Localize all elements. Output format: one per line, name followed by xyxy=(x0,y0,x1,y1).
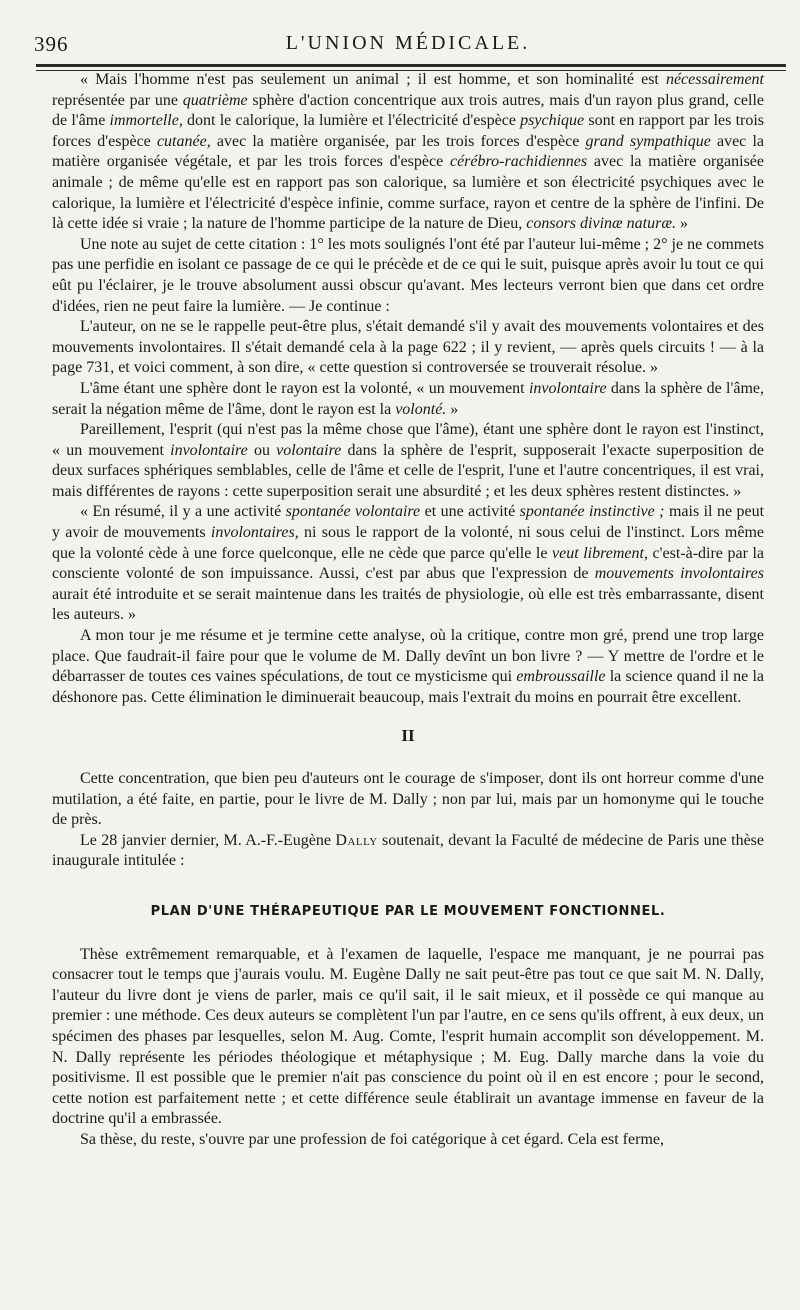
paragraph-movements: L'auteur, on ne se le rappelle peut-être plus, s'était demandé s'il y avait des mouvements volontaires et des mouvements involontaires. Il s'était demandé cela à la page 622 ; il y revient, — après quels circuits ! — à la page 731, et voici comment, à son dire, « cette question si controversée se trouverait résolue. » xyxy=(52,318,764,377)
paragraph-conclusion: A mon tour je me résume et je termine cette analyse, où la critique, contre mon gré, prend une trop large place. Que faudrait-il faire pour que le volume de M. Dally devînt un bon livre ? — Y mettre de l'ordre et le débarrasser de toutes ces vaines spéculations, de tout ce mysticisme qui embroussaille la science quand il ne la déshonore pas. Cette élimination le diminuerait beaucoup, mais l'extrait du moins en pourrait être excellent. xyxy=(52,627,764,706)
paragraph-concentration: Cette concentration, que bien peu d'auteurs ont le courage de s'imposer, dont ils ont horreur comme d'une mutilation, a été faite, en partie, pour le livre de M. Dally ; non par lui, mais par un homonyme qui le touche de près. xyxy=(52,770,764,829)
paragraph-spirit-sphere: Pareillement, l'esprit (qui n'est pas la même chose que l'âme), étant une sphère dont le rayon est l'instinct, « un mouvement involontaire ou volontaire dans la sphère de l'esprit, supposerait l'exacte superposition de deux surfaces sphériques semblables, celle de l'âme et celle de l'esprit, l'une et l'autre concentriques, il est vrai, mais différentes de rayons : cette superposition serait une absurdité ; et les deux sphères restent distinctes. » xyxy=(52,421,765,500)
running-head xyxy=(34,28,782,62)
paragraph-soul-sphere: L'âme étant une sphère dont le rayon est la volonté, « un mouvement involontaire dans la sphère de l'âme, serait la négation même de l'âme, dont le rayon est la volonté. » xyxy=(52,379,765,418)
paragraph-quote-hominality: « Mais l'homme n'est pas seulement un animal ; il est homme, et son hominalité est nécessairement représentée par une quatrième sphère d'action concentrique aux trois autres, mais d'un rayon plus grand, celle de l'âme immortelle, dont le calorique, la lumière et l'électricité d'espèce psychique sont en rapport par les trois forces d'espèce cutanée, avec la matière organisée, par les trois forces d'espèce grand sympathique avec la matière organisée végétale, et par les trois forces d'espèce cérébro-rachidiennes avec la matière organisée animale ; de même qu'elle est en rapport pas son calorique, sa lumière et son électricité psychiques avec le calorique, la lumière et l'électricité d'espèce infinie, comme surface, rayon et centre de la sphère de l'infini. De là cette idée si vraie ; la nature de l'homme participe de la nature de Dieu, consors divinæ naturæ. » xyxy=(52,71,765,233)
paragraph-note: Une note au sujet de cette citation : 1° les mots soulignés l'ont été par l'auteur lui-même ; 2° je ne commets pas une perfidie en isolant ce passage de ce qui le précède et de ce qui le suit, puisque après avoir lu tout ce qui eût pu l'éclairer, je le trouve absolument aussi obscur qu'avant. Mes lecteurs verront bien que dans cet ordre d'idées, rien ne peut faire la lumière. — Je continue : xyxy=(52,235,764,315)
article-body xyxy=(52,70,764,1151)
thesis-title: PLAN D'UNE THÉRAPEUTIQUE PAR LE MOUVEMENT FONCTIONNEL. xyxy=(150,903,666,919)
section-number: II xyxy=(401,726,415,746)
paragraph-thesis-intro: Le 28 janvier dernier, M. A.-F.-Eugène Dally soutenait, devant la Faculté de médecine de Paris une thèse inaugurale intitulée : xyxy=(52,831,765,870)
page-number: 396 xyxy=(34,32,69,56)
paragraph-thesis-review: Thèse extrêmement remarquable, et à l'examen de laquelle, l'espace me manquant, je ne pourrai pas consacrer tout le temps que j'aurais voulu. M. Eugène Dally ne sait peut-être pas tout ce que sait M. N. Dally, l'auteur du livre dont je viens de parler, mais ce qu'il sait, il le sait mieux, et il possède ce qui manque au premier : une méthode. Ces deux auteurs se complètent l'un par l'autre, en ce sens qu'ils offrent, à eux deux, un spécimen des phases par lesquelles, selon M. Aug. Comte, l'esprit humain accomplit son développement. M. N. Dally représente les périodes théologique et métaphysique ; M. Eug. Dally marche dans la voie du positivisme. Il est possible que le premier n'ait pas conscience du point où il en est encore ; pour le second, cette notion est parfaitement nette ; et cette différence seule établirait un avantage immense en faveur de la doctrine qu'il a embrassée. xyxy=(52,945,764,1128)
paragraph-thesis-profession: Sa thèse, du reste, s'ouvre par une profession de foi catégorique à cet égard. Cela est ferme, xyxy=(80,1130,664,1148)
paragraph-summary-quote: « En résumé, il y a une activité spontanée volontaire et une activité spontanée instinctive ; mais il ne peut y avoir de mouvements involontaires, ni sous le rapport de la volonté, ni sous celui de l'instinct. Lors même que la volonté cède à une force quelconque, elle ne cède que parce qu'elle le veut librement, c'est-à-dire par la consciente volonté de son impuissance. Aussi, c'est par abus que l'expression de mouvements involontaires aurait été introduite et se serait maintenue dans les traités de physiologie, où elle est très embarrassante, disent les auteurs. » xyxy=(52,503,765,624)
journal-title: L'UNION MÉDICALE. xyxy=(285,32,531,54)
